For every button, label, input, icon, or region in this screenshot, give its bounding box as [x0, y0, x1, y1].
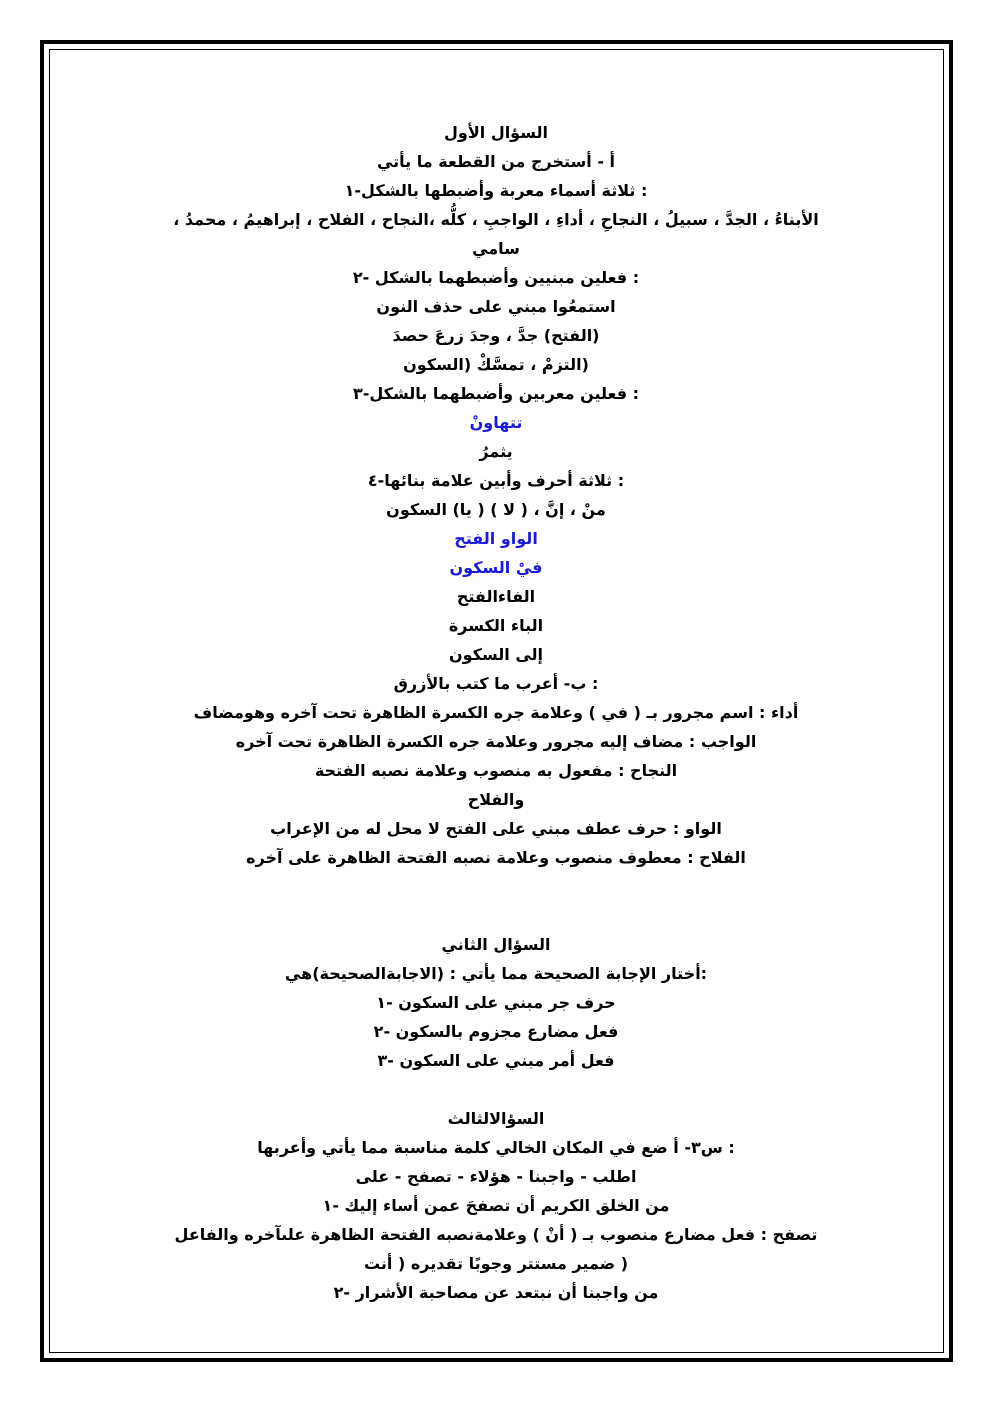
q1-item2-answer3: (التزمْ ، تمسَّكْ (السكون — [403, 355, 589, 374]
q1-irab5: الواو : حرف عطف مبني على الفتح لا محل له من الإعراب — [270, 819, 722, 838]
q2-option1: حرف جر مبني على السكون -١ — [376, 993, 616, 1012]
q1-irab4: والفلاح — [467, 790, 525, 809]
q1-part-b: : ب- أعرب ما كتب بالأزرق — [393, 674, 599, 693]
q1-title: السؤال الأول — [444, 123, 548, 142]
q1-irab1: أداء : اسم مجرور بـ ( في ) وعلامة جره الكسرة الظاهرة تحت آخره وهومضاف — [193, 703, 799, 722]
document-body — [60, 118, 932, 1307]
q1-item2-answer1: استمعُوا مبني على حذف النون — [376, 297, 616, 316]
q1-irab3: النجاح : مفعول به منصوب وعلامة نصبه الفتحة — [314, 761, 678, 780]
q2-instruction: :أختار الإجابة الصحيحة مما يأتي : (الاجابةالصحيحة)هي — [284, 964, 708, 983]
q3-sentence2: من واجبنا أن نبتعد عن مصاحبة الأشرار -٢ — [333, 1283, 659, 1302]
q1-item4-answer3: فيْ السكون — [449, 558, 543, 577]
q1-item2-heading: : فعلين مبنيين وأضبطهما بالشكل -٢ — [352, 268, 640, 287]
q1-item4-answer1: منْ ، إنَّ ، ( لا ) ( يا) السكون — [386, 500, 606, 519]
q1-item3-heading: : فعلين معربين وأضبطهما بالشكل-٣ — [352, 384, 640, 403]
q3-instruction: : س٣- أ ضع في المكان الخالي كلمة مناسبة مما يأتي وأعربها — [257, 1138, 735, 1157]
q2-option3: فعل أمر مبني على السكون -٣ — [377, 1051, 615, 1070]
q1-irab6: الفلاح : معطوف منصوب وعلامة نصبه الفتحة الظاهرة على آخره — [246, 848, 746, 867]
q1-item1-answer-line1: الأبناءُ ، الجدَّ ، سبيلُ ، النجاحِ ، أداءِ ، الواجبِ ، كلُّه ،النجاح ، الفلاح ، إبراهيمُ ، محمدُ ، — [173, 210, 819, 229]
q3-words: اطلب - واجبنا - هؤلاء - تصفح - على — [355, 1167, 637, 1186]
q1-item3-answer2: يثمرُ — [479, 442, 513, 461]
q1-item4-answer2: الواو الفتح — [454, 529, 538, 548]
q1-item4-answer5: الباء الكسرة — [448, 616, 544, 635]
q1-item4-answer6: إلى السكون — [448, 645, 543, 664]
q1-item3-answer1: تتهاونْ — [469, 413, 523, 432]
q3-title: السؤالالثالث — [447, 1109, 545, 1128]
section-gap — [60, 872, 932, 930]
q1-item1-answer-line2: سامي — [472, 239, 520, 258]
q1-item4-answer4: الفاءالفتح — [456, 587, 536, 606]
q2-title: السؤال الثاني — [441, 935, 551, 954]
q1-item1-heading: : ثلاثة أسماء معربة وأضبطها بالشكل-١ — [344, 181, 648, 200]
q1-item4-heading: : ثلاثة أحرف وأبين علامة بنائها-٤ — [367, 471, 625, 490]
q3-answer1-line2: ( ضمير مستتر وجوبًا تقديره ( أنت — [363, 1254, 629, 1273]
section-gap — [60, 1075, 932, 1104]
q1-irab2: الواجب : مضاف إليه مجرور وعلامة جره الكسرة الظاهرة تحت آخره — [235, 732, 757, 751]
q1-part-a: أ - أستخرج من القطعة ما يأتي — [376, 152, 616, 171]
q2-option2: فعل مضارع مجزوم بالسكون -٢ — [373, 1022, 619, 1041]
q3-answer1-line1: تصفح : فعل مضارع منصوب بـ ( أنْ ) وعلامةنصبه الفتحة الظاهرة علىآخره والفاعل — [174, 1225, 818, 1244]
q1-item2-answer2: (الفتح) جدَّ ، وجدَ زرعَ حصدَ — [392, 326, 600, 345]
q3-sentence1: من الخلق الكريم أن تصفحَ عمن أساء إليك -١ — [322, 1196, 670, 1215]
